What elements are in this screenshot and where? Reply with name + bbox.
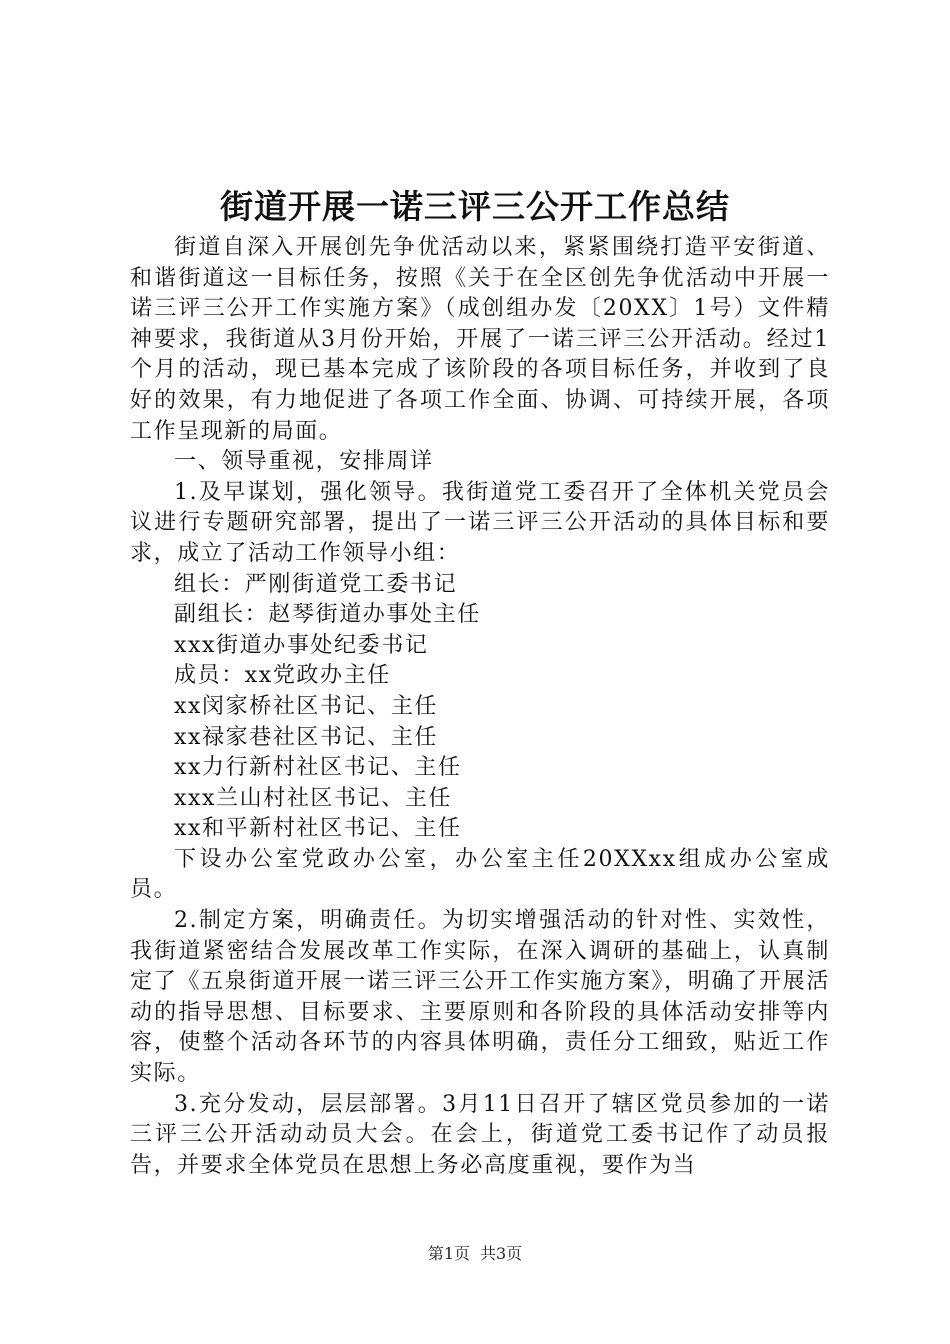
- member-line: 副组长：赵琴街道办事处主任: [174, 602, 481, 628]
- page-total: 共3页: [480, 1244, 523, 1263]
- member-line: 组长：严刚街道党工委书记: [174, 571, 458, 597]
- paragraph-item-3: 3.充分发动，层层部署。3月11日召开了辖区党员参加的一诺三评三公开活动动员大会。在会上，街道党工委书记作了动员报告，并要求全体党员在思想上务必高度重视，要作为当: [130, 1091, 830, 1178]
- paragraph-office: 下设办公室党政办公室，办公室主任20XXxx组成办公室成员。: [130, 846, 830, 903]
- member-line: xx力行新村社区书记、主任: [174, 755, 462, 781]
- member-line: xxx街道办事处纪委书记: [174, 632, 429, 658]
- page-footer: [0, 1243, 950, 1265]
- section-heading: 一、领导重视，安排周详: [174, 449, 434, 475]
- member-line: xx和平新村社区书记、主任: [174, 816, 462, 842]
- member-line: 成员：xx党政办主任: [174, 663, 391, 689]
- document-body: [130, 233, 830, 1181]
- document-title: 街道开展一诺三评三公开工作总结: [220, 187, 730, 226]
- member-line: xxx兰山村社区书记、主任: [174, 785, 453, 811]
- paragraph-item-2: 2.制定方案，明确责任。为切实增强活动的针对性、实效性，我街道紧密结合发展改革工作实际，在深入调研的基础上，认真制定了《五泉街道开展一诺三评三公开工作实施方案》，明确了开展活动的指导思想、目标要求、主要原则和各阶段的具体活动安排等内容，使整个活动各环节的内容具体明确，责任分工细致，贴近工作实际。: [130, 908, 830, 1087]
- paragraph-item-1: 1.及早谋划，强化领导。我街道党工委召开了全体机关党员会议进行专题研究部署，提出了一诺三评三公开活动的具体目标和要求，成立了活动工作领导小组：: [130, 479, 830, 566]
- paragraph-intro: 街道自深入开展创先争优活动以来，紧紧围绕打造平安街道、和谐街道这一目标任务，按照《关于在全区创先争优活动中开展一诺三评三公开工作实施方案》（成创组办发〔20XX〕1号）文件精神要求，我街道从3月份开始，开展了一诺三评三公开活动。经过1个月的活动，现已基本完成了该阶段的各项目标任务，并收到了良好的效果，有力地促进了各项工作全面、协调、可持续开展，各项工作呈现新的局面。: [130, 235, 830, 444]
- member-line: xx禄家巷社区书记、主任: [174, 724, 439, 750]
- page-number: 第1页: [427, 1244, 470, 1263]
- member-line: xx闵家桥社区书记、主任: [174, 693, 439, 719]
